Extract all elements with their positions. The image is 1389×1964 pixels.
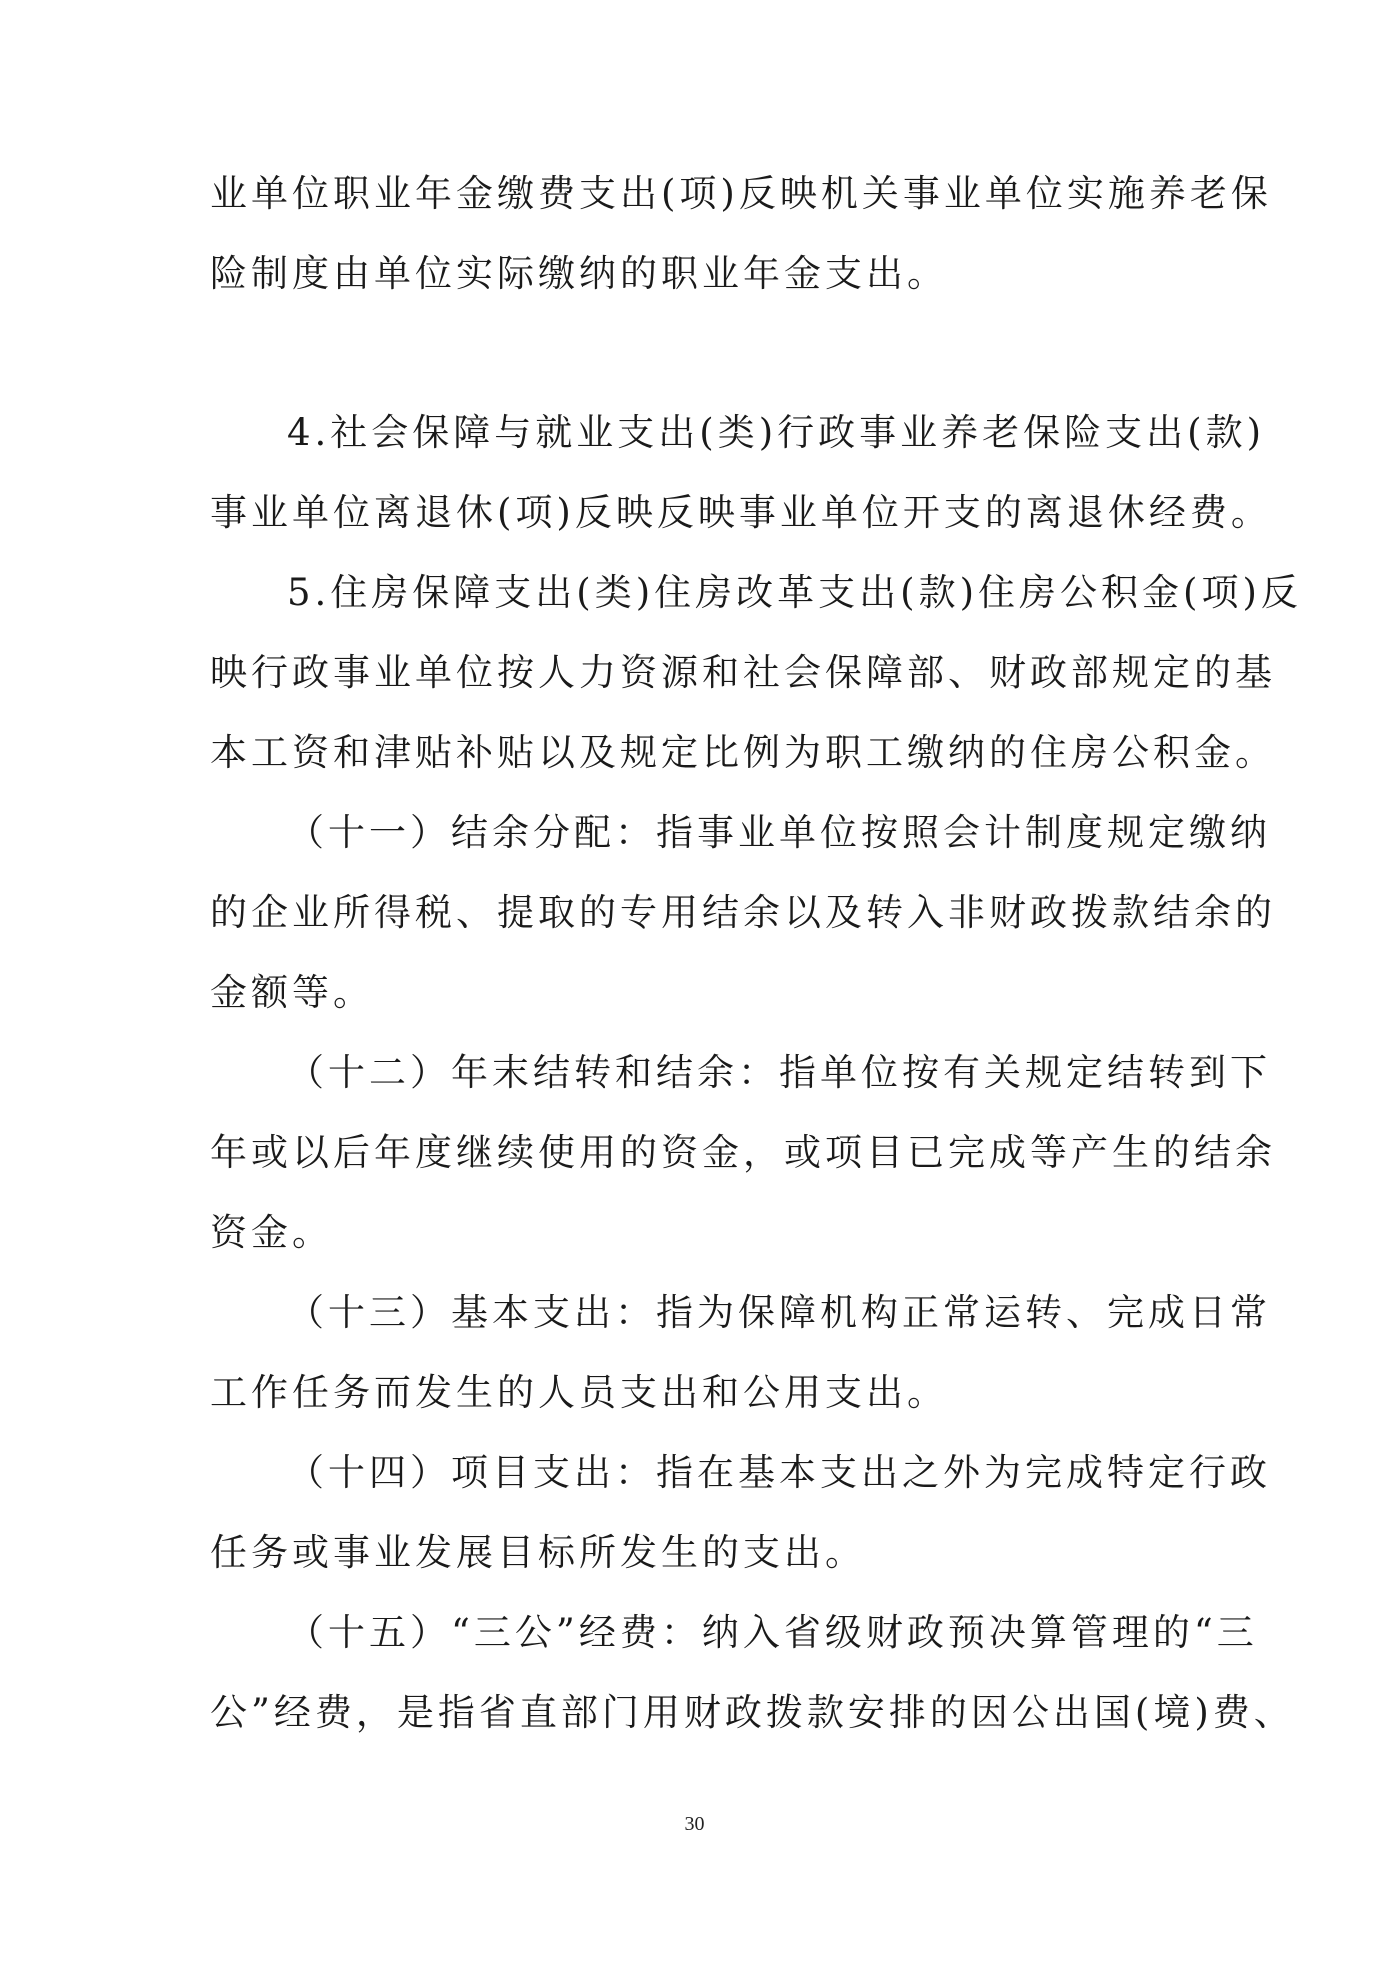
text-line: 事业单位离退休(项)反映反映事业单位开支的离退休经费。	[210, 491, 1272, 534]
text-line: 的企业所得税、提取的专用结余以及转入非财政拨款结余的	[210, 891, 1276, 934]
text-line: （十四）项目支出：指在基本支出之外为完成特定行政	[287, 1451, 1271, 1494]
text-line: 工作任务而发生的人员支出和公用支出。	[210, 1371, 948, 1414]
text-line: 映行政事业单位按人力资源和社会保障部、财政部规定的基	[210, 651, 1276, 694]
text-line: 5.住房保障支出(类)住房改革支出(款)住房公积金(项)反	[287, 571, 1302, 614]
text-line: 业单位职业年金缴费支出(项)反映机关事业单位实施养老保	[210, 172, 1272, 215]
text-line: （十一）结余分配：指事业单位按照会计制度规定缴纳	[287, 811, 1271, 854]
text-line: 金额等。	[210, 971, 374, 1014]
text-line: （十五）“三公”经费：纳入省级财政预决算管理的“三	[287, 1611, 1258, 1654]
text-line: 年或以后年度继续使用的资金，或项目已完成等产生的结余	[210, 1131, 1276, 1174]
text-line: （十二）年末结转和结余：指单位按有关规定结转到下	[287, 1051, 1271, 1094]
text-line: 公”经费，是指省直部门用财政拨款安排的因公出国(境)费、	[210, 1691, 1295, 1734]
text-line: 本工资和津贴补贴以及规定比例为职工缴纳的住房公积金。	[210, 731, 1276, 774]
page-number: 30	[684, 1813, 705, 1835]
text-line: 4.社会保障与就业支出(类)行政事业养老保险支出(款)	[287, 411, 1266, 454]
text-line: 险制度由单位实际缴纳的职业年金支出。	[210, 252, 948, 295]
text-line: （十三）基本支出：指为保障机构正常运转、完成日常	[287, 1291, 1271, 1334]
text-line: 任务或事业发展目标所发生的支出。	[210, 1531, 866, 1574]
text-line: 资金。	[210, 1211, 333, 1254]
